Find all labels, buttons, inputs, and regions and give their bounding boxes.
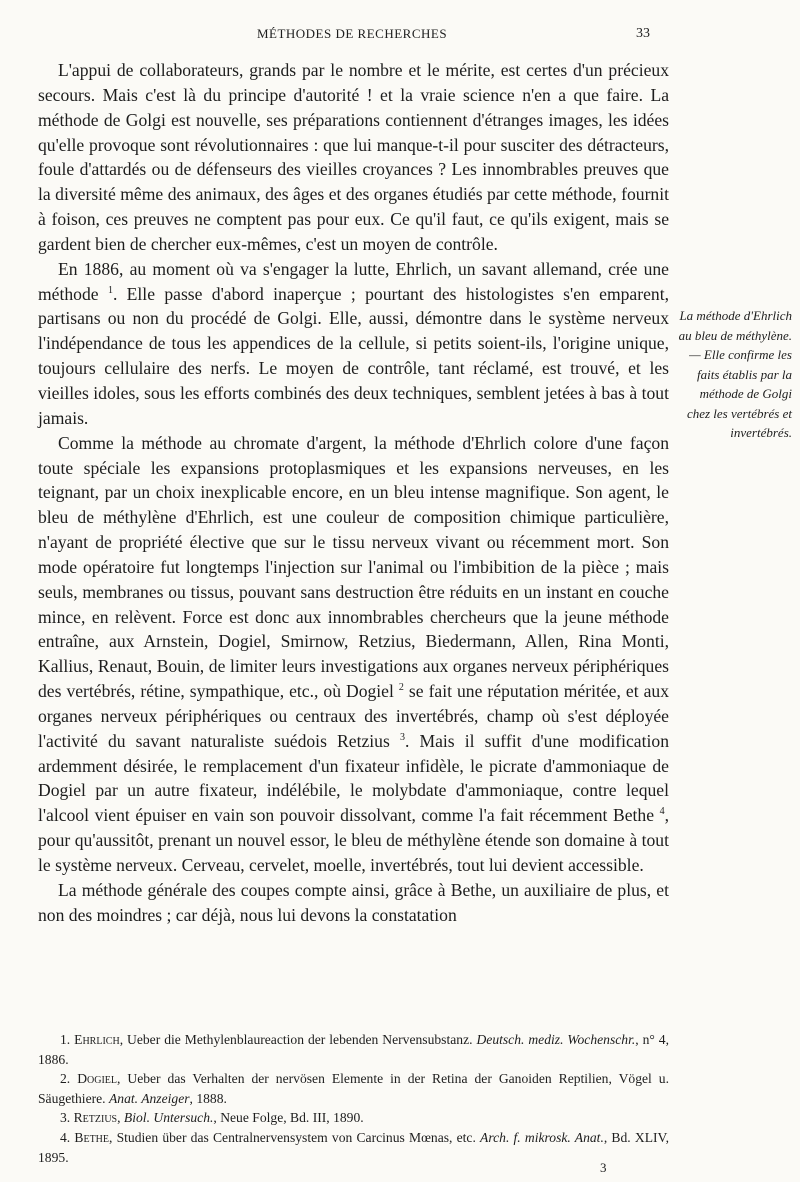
footnote: 1. Ehrlich, Ueber die Methylenblaureaction der lebenden Nervensubstanz. Deutsch. mediz. Wochenschr., n° 4, 1886. bbox=[38, 1032, 669, 1067]
footnote-ref-4: 4 bbox=[659, 806, 665, 818]
paragraph-4: La méthode générale des coupes compte ainsi, grâce à Bethe, un auxiliaire de plus, et non des moindres ; car déjà, nous lui devons la constatation bbox=[38, 879, 669, 925]
paragraph-3-part-a: Comme la méthode au chromate d'argent, la méthode d'Ehrlich colore d'une façon toute spéciale les expansions protoplasmiques et les expansions nerveuses, en les teignant, par un choix inexplicable encore, en un bleu intense magnifique. Son agent, le bleu de méthylène d'Ehrlich, est une couleur de composition chimique particulière, n'ayant de propriété élective que sur le tissu nerveux vivant ou récemment mort. Son mode opératoire fut longtemps l'injection sur l'animal ou l'imbibition de la pièce ; mais seuls, membranes ou tissus, pouvant sans destruction être réduits en un instant en couche mince, en relèvent. Force est donc aux innombrables chercheurs que la jeune méthode entraîne, aux Arnstein, Dogiel, Smirnow, Retzius, Biedermann, Allen, Rina Monti, Kallius, Renaut, Bouin, de limiter leurs investigations aux organes nerveux périphériques des vertébrés, rétine, sympathique, etc., où Dogiel bbox=[38, 432, 669, 702]
body-text bbox=[38, 58, 669, 928]
signature-mark: 3 bbox=[600, 1160, 607, 1175]
footnote: 4. Bethe, Studien über das Centralnervensystem von Carcinus Mœnas, etc. Arch. f. mikrosk. Anat., Bd. XLIV, 1895. bbox=[38, 1129, 669, 1165]
paragraph-3-part-d: , pour qu'aussitôt, prenant un nouvel essor, le bleu de méthylène étende son domaine à tout le système nerveux. Cerveau, cervelet, moelle, invertébrés, tout lui devient accessible. bbox=[38, 805, 669, 875]
paragraph-3-part-b: se fait une réputation méritée, et aux organes nerveux périphériques ou centraux des invertébrés, champ où s'est déployée l'activité du savant naturaliste suédois Retzius bbox=[38, 681, 669, 751]
footnote-ref-1: 1 bbox=[107, 284, 113, 296]
margin-note: La méthode d'Ehrlich au bleu de méthylène. — Elle confirme les faits établis par la méthode de Golgi chez les vertébrés et invertébrés. bbox=[678, 308, 792, 440]
paragraph-2 bbox=[38, 257, 669, 431]
footnote: 3. Retzius, Biol. Untersuch., Neue Folge, Bd. III, 1890. bbox=[60, 1110, 364, 1126]
paragraph-2-part-a: En 1886, au moment où va s'engager la lutte, Ehrlich, un savant allemand, crée une méthode bbox=[38, 258, 669, 304]
footnotes bbox=[38, 1030, 669, 1167]
paragraph-3-part-c: . Mais il suffit d'une modification ardemment désirée, le remplacement d'un fixateur infidèle, le picrate d'ammoniaque de Dogiel par un autre fixateur, indélébile, le molybdate d'ammoniaque, contre lequel l'alcool vient épuiser en vain son pouvoir dissolvant, comme l'a fait récemment Bethe bbox=[38, 730, 669, 826]
paragraph-2-part-b: . Elle passe d'abord inaperçue ; pourtant des histologistes s'en emparent, partisans ou non du procédé de Golgi. Elle, aussi, démontre dans le système nerveux l'indépendance de tous les appendices de la cellule, si petits soient-ils, l'origine unique, toujours cellulaire des nerfs. Le moyen de contrôle, tant réclamé, est trouvé, et les vieilles idoles, sous les efforts combinés des deux techniques, semblent jetées à bas à tout jamais. bbox=[38, 283, 669, 428]
page-number: 33 bbox=[636, 26, 650, 41]
footnote-ref-2: 2 bbox=[398, 682, 404, 694]
footnote: 2. Dogiel, Ueber das Verhalten der nervösen Elemente in der Retina der Ganoiden Reptilien, Vögel u. Säugethiere. Anat. Anzeiger, 1888. bbox=[38, 1071, 669, 1106]
paragraph-1: L'appui de collaborateurs, grands par le nombre et le mérite, est certes d'un précieux secours. Mais c'est là du principe d'autorité ! et la vraie science n'en a que faire. La méthode de Golgi est nouvelle, ses préparations contiennent d'étranges images, les idées qu'elle provoque sont révolutionnaires : que lui manque-t-il pour susciter des détracteurs, foule d'attardés ou de défenseurs des vieilles croyances ? Les innombrables preuves que la diversité même des animaux, des âges et des organes étudiés par cette méthode, fournit à foison, ces preuves ne comptent pas pour eux. Ce qu'il faut, ce qu'ils exigent, mais se gardent bien de chercher eux-mêmes, c'est un moyen de contrôle. bbox=[38, 60, 669, 254]
footnote-ref-3: 3 bbox=[399, 731, 405, 743]
paragraph-3 bbox=[38, 431, 669, 878]
running-title: MÉTHODES DE RECHERCHES bbox=[256, 26, 448, 41]
